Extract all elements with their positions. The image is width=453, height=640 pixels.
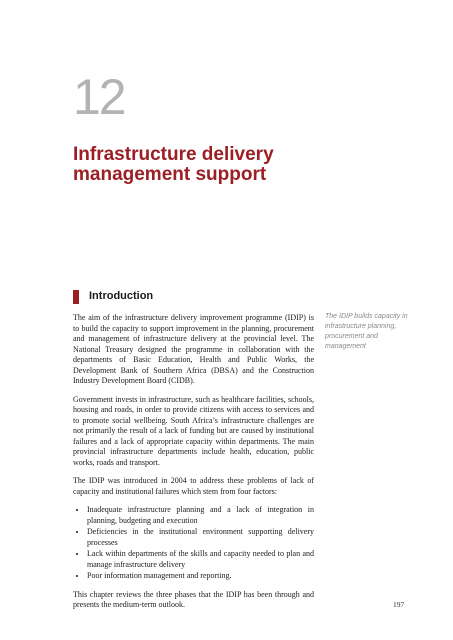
chapter-number: 12 bbox=[73, 69, 125, 125]
section-heading: Introduction bbox=[89, 290, 154, 302]
factor-list bbox=[73, 505, 314, 582]
section-marker bbox=[73, 290, 79, 304]
paragraph: The aim of the infrastructure delivery improvement programme (IDIP) is to build the capacity to support improvement in the planning, procurement and management of infrastructure delivery at the provincial level. The National Treasury designed the programme in collaboration with the departments of Basic Education, Health and Public Works, the Development Bank of Southern Africa (DBSA) and the Construction Industry Development Board (CIDB). bbox=[73, 313, 314, 385]
list-item: • Poor information management and reporting. bbox=[87, 571, 314, 582]
paragraph: Government invests in infrastructure, such as healthcare facilities, schools, housing and roads, in order to provide citizens with access to services and to promote social wellbeing. South Africa’s infrastructure challenges are not primarily the result of a lack of funding but are caused by institutional failures and a lack of appropriate capacity within departments. The main provincial infrastructure departments include health, education, public works, roads and transport. bbox=[73, 394, 314, 467]
list-item: • Deficiencies in the institutional environment supporting delivery processes bbox=[87, 527, 314, 548]
closing-paragraph: This chapter reviews the three phases that the IDIP has been through and presents the medium-term outlook. bbox=[73, 589, 314, 609]
body-text bbox=[73, 313, 314, 619]
page-number: 197 bbox=[393, 600, 405, 609]
list-item: • Inadequate infrastructure planning and a lack of integration in planning, budgeting and execution bbox=[87, 505, 314, 526]
chapter-title: Infrastructure delivery management support bbox=[73, 144, 274, 185]
paragraph: The IDIP was introduced in 2004 to address these problems of lack of capacity and institutional failures which stem from four factors: bbox=[73, 476, 314, 496]
list-item: • Lack within departments of the skills and capacity needed to plan and manage infrastructure delivery bbox=[87, 549, 314, 570]
margin-note: The IDIP builds capacity in infrastructure planning, procurement and management bbox=[325, 313, 408, 350]
